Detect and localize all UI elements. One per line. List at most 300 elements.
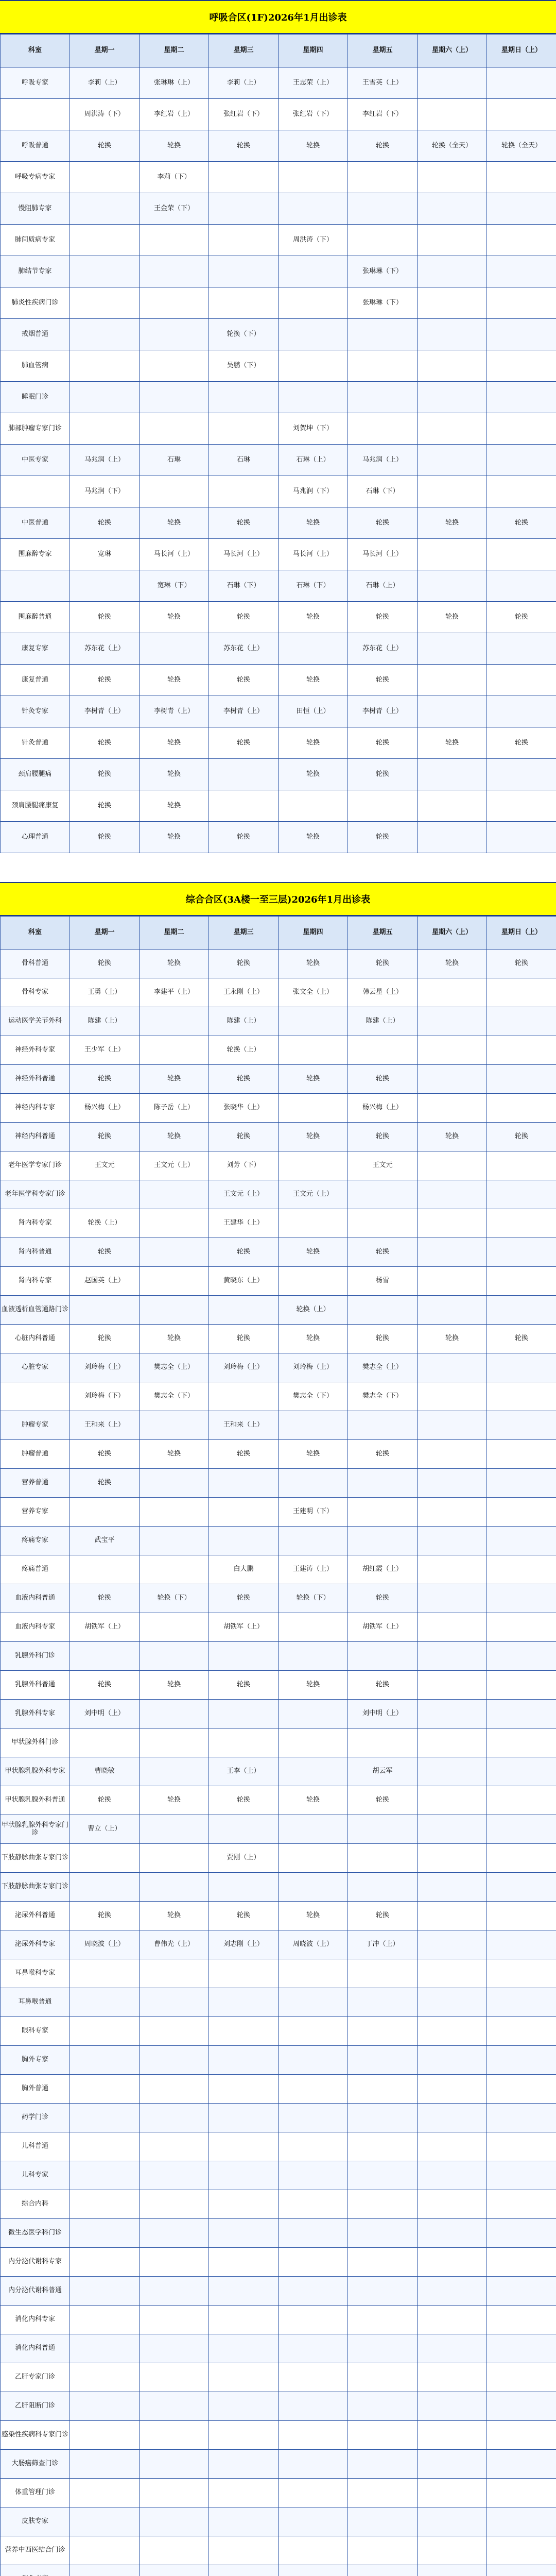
schedule-cell	[279, 1527, 348, 1555]
schedule-cell	[418, 319, 487, 350]
schedule-cell: 王金荣（下）	[140, 193, 209, 225]
schedule-cell	[140, 2536, 209, 2565]
schedule-cell	[279, 162, 348, 193]
schedule-cell	[487, 1786, 556, 1815]
schedule-cell	[279, 1094, 348, 1123]
schedule-cell: 轮换	[70, 727, 140, 759]
schedule-cell	[487, 1209, 556, 1238]
department-cell: 乙肝专家门诊	[1, 2363, 70, 2392]
schedule-cell	[279, 2536, 348, 2565]
general-section	[0, 882, 556, 2576]
table-row	[1, 2075, 556, 2104]
schedule-cell	[140, 2334, 209, 2363]
department-cell: 肾内科普通	[1, 1238, 70, 1267]
schedule-cell: 轮换	[418, 1123, 487, 1151]
schedule-cell	[418, 539, 487, 570]
schedule-cell	[487, 2536, 556, 2565]
schedule-cell	[487, 1382, 556, 1411]
schedule-cell: 轮换	[70, 1469, 140, 1498]
schedule-cell: 陈子岳（上）	[140, 1094, 209, 1123]
schedule-cell	[209, 1382, 279, 1411]
schedule-cell: 轮换	[209, 1238, 279, 1267]
schedule-cell	[487, 1296, 556, 1325]
schedule-cell	[487, 1700, 556, 1728]
schedule-cell: 刘玲梅（上）	[279, 1353, 348, 1382]
schedule-cell	[418, 2421, 487, 2450]
department-cell	[1, 99, 70, 130]
schedule-cell	[418, 570, 487, 602]
table-row	[1, 1123, 556, 1151]
schedule-cell	[140, 1209, 209, 1238]
schedule-cell	[418, 790, 487, 822]
table-row	[1, 1844, 556, 1873]
schedule-cell	[70, 225, 140, 256]
schedule-cell: 轮换	[348, 727, 418, 759]
schedule-cell	[418, 2334, 487, 2363]
table-row	[1, 1325, 556, 1353]
schedule-cell	[418, 1988, 487, 2017]
schedule-cell	[348, 2450, 418, 2479]
schedule-cell	[418, 1584, 487, 1613]
table-body	[1, 67, 556, 853]
schedule-cell	[487, 1584, 556, 1613]
department-cell: 大肠癌筛查门诊	[1, 2450, 70, 2479]
schedule-cell	[487, 2161, 556, 2190]
schedule-cell	[209, 2392, 279, 2421]
schedule-cell	[279, 1469, 348, 1498]
schedule-cell: 轮换	[279, 130, 348, 162]
department-cell: 肺结节专家	[1, 256, 70, 287]
schedule-cell	[70, 382, 140, 413]
table-row	[1, 822, 556, 853]
table-row	[1, 445, 556, 476]
department-cell: 呼吸专病专家	[1, 162, 70, 193]
schedule-cell	[348, 2248, 418, 2277]
schedule-cell	[487, 2363, 556, 2392]
table-row	[1, 1671, 556, 1700]
table-row	[1, 2334, 556, 2363]
schedule-cell: 王文元（上）	[140, 1151, 209, 1180]
schedule-cell: 石琳（上）	[279, 445, 348, 476]
schedule-cell	[140, 1296, 209, 1325]
schedule-cell	[70, 1844, 140, 1873]
table-row	[1, 2046, 556, 2075]
table-row	[1, 1498, 556, 1527]
schedule-cell	[418, 1844, 487, 1873]
schedule-cell	[487, 225, 556, 256]
schedule-cell	[348, 2421, 418, 2450]
schedule-cell	[348, 382, 418, 413]
schedule-cell	[418, 822, 487, 853]
schedule-cell	[279, 633, 348, 665]
schedule-cell: 轮换	[70, 759, 140, 790]
department-cell: 微生态医学科门诊	[1, 2219, 70, 2248]
table-body	[1, 950, 556, 2576]
schedule-cell	[487, 1036, 556, 1065]
schedule-cell	[209, 2132, 279, 2161]
schedule-cell: 轮换	[70, 1325, 140, 1353]
schedule-cell: 王少军（上）	[70, 1036, 140, 1065]
header-cell: 科室	[1, 917, 70, 950]
schedule-cell: 轮换	[348, 507, 418, 539]
schedule-cell: 王和来（上）	[209, 1411, 279, 1440]
department-cell: 中医专家	[1, 445, 70, 476]
schedule-cell	[70, 1728, 140, 1757]
schedule-cell	[279, 2450, 348, 2479]
schedule-cell	[70, 2075, 140, 2104]
schedule-cell: 轮换	[209, 1902, 279, 1930]
department-cell: 营养专家	[1, 1498, 70, 1527]
department-cell: 呼吸普通	[1, 130, 70, 162]
schedule-cell	[140, 2421, 209, 2450]
schedule-cell	[209, 2363, 279, 2392]
schedule-cell	[487, 539, 556, 570]
schedule-cell	[487, 319, 556, 350]
schedule-cell	[487, 445, 556, 476]
schedule-cell: 韩云星（上）	[348, 978, 418, 1007]
schedule-cell: 曹立（上）	[70, 1815, 140, 1844]
schedule-cell	[140, 1815, 209, 1844]
schedule-cell	[140, 2479, 209, 2507]
schedule-cell	[140, 1873, 209, 1902]
schedule-cell	[418, 1151, 487, 1180]
schedule-cell	[418, 978, 487, 1007]
schedule-cell	[140, 2046, 209, 2075]
schedule-cell: 胡铁军（上）	[348, 1613, 418, 1642]
schedule-cell	[209, 790, 279, 822]
schedule-cell	[348, 2363, 418, 2392]
schedule-cell	[487, 1728, 556, 1757]
schedule-cell	[348, 1873, 418, 1902]
schedule-cell: 吴鹏（下）	[209, 350, 279, 382]
schedule-cell: 周洪涛（下）	[279, 225, 348, 256]
schedule-cell: 张琳琳（下）	[348, 287, 418, 319]
schedule-cell: 张文全（上）	[279, 978, 348, 1007]
schedule-cell: 轮换	[487, 1325, 556, 1353]
schedule-cell: 轮换	[348, 1902, 418, 1930]
schedule-cell	[140, 1700, 209, 1728]
department-cell: 内分泌代谢科专家	[1, 2248, 70, 2277]
schedule-cell	[487, 1469, 556, 1498]
schedule-cell	[209, 1988, 279, 2017]
schedule-cell	[418, 1642, 487, 1671]
schedule-cell	[209, 1815, 279, 1844]
table-row	[1, 413, 556, 445]
schedule-cell	[279, 2219, 348, 2248]
department-cell: 疼痛专家	[1, 1527, 70, 1555]
schedule-cell	[209, 1959, 279, 1988]
table-row	[1, 1151, 556, 1180]
schedule-cell	[209, 225, 279, 256]
schedule-cell	[140, 1959, 209, 1988]
schedule-cell	[418, 1382, 487, 1411]
schedule-cell: 刘志刚（上）	[209, 1930, 279, 1959]
schedule-cell	[209, 2104, 279, 2132]
schedule-cell: 石琳（下）	[279, 570, 348, 602]
schedule-cell	[140, 2248, 209, 2277]
schedule-cell: 贾刚（上）	[209, 1844, 279, 1873]
schedule-cell	[487, 1642, 556, 1671]
schedule-cell	[209, 1700, 279, 1728]
schedule-cell	[487, 2132, 556, 2161]
schedule-cell: 轮换	[348, 822, 418, 853]
schedule-cell	[418, 1786, 487, 1815]
schedule-cell	[487, 665, 556, 696]
schedule-cell: 轮换	[209, 822, 279, 853]
schedule-cell	[140, 2507, 209, 2536]
schedule-cell	[70, 413, 140, 445]
schedule-cell: 轮换	[279, 602, 348, 633]
schedule-cell	[70, 1959, 140, 1988]
schedule-cell: 田恒（上）	[279, 696, 348, 727]
table-row	[1, 2190, 556, 2219]
schedule-cell	[279, 1267, 348, 1296]
schedule-cell	[140, 2277, 209, 2306]
schedule-cell	[70, 1642, 140, 1671]
schedule-cell	[487, 2421, 556, 2450]
table-row	[1, 2017, 556, 2046]
schedule-cell	[487, 67, 556, 99]
table-row	[1, 539, 556, 570]
schedule-cell	[209, 162, 279, 193]
department-cell: 下肢静脉曲张专家门诊	[1, 1873, 70, 1902]
table-row	[1, 1440, 556, 1469]
schedule-cell: 王建涛（上）	[279, 1555, 348, 1584]
schedule-cell: 轮换	[70, 507, 140, 539]
header-cell: 星期四	[279, 35, 348, 67]
schedule-cell	[279, 2017, 348, 2046]
schedule-cell	[487, 1930, 556, 1959]
schedule-cell	[487, 2392, 556, 2421]
schedule-cell	[279, 2132, 348, 2161]
schedule-cell	[209, 382, 279, 413]
schedule-cell: 轮换	[70, 1902, 140, 1930]
schedule-cell	[418, 1238, 487, 1267]
department-cell: 消化内科普通	[1, 2334, 70, 2363]
schedule-cell: 轮换	[140, 1123, 209, 1151]
schedule-cell	[487, 2277, 556, 2306]
department-cell	[1, 2565, 70, 2576]
schedule-cell	[279, 2507, 348, 2536]
schedule-cell	[348, 1209, 418, 1238]
schedule-cell	[209, 2507, 279, 2536]
schedule-cell	[140, 1988, 209, 2017]
schedule-cell: 曹晓敏	[70, 1757, 140, 1786]
schedule-cell: 轮换	[209, 1065, 279, 1094]
table-row	[1, 1930, 556, 1959]
schedule-cell: 轮换	[348, 1238, 418, 1267]
schedule-cell	[279, 193, 348, 225]
table-row	[1, 978, 556, 1007]
schedule-cell	[348, 193, 418, 225]
schedule-cell: 王李（上）	[209, 1757, 279, 1786]
schedule-cell: 轮换	[70, 790, 140, 822]
schedule-cell: 轮换（下）	[140, 1584, 209, 1613]
header-cell: 星期二	[140, 35, 209, 67]
schedule-cell	[70, 2334, 140, 2363]
department-cell: 乳腺外科普通	[1, 1671, 70, 1700]
schedule-cell: 胡铁军（上）	[209, 1613, 279, 1642]
schedule-cell: 轮换	[487, 1123, 556, 1151]
schedule-cell	[348, 790, 418, 822]
schedule-cell	[418, 2507, 487, 2536]
schedule-cell: 周洪涛（下）	[70, 99, 140, 130]
schedule-cell: 胡云军	[348, 1757, 418, 1786]
schedule-cell: 轮换	[279, 1671, 348, 1700]
schedule-cell: 轮换	[209, 1584, 279, 1613]
schedule-cell: 轮换	[348, 1065, 418, 1094]
department-cell	[1, 1382, 70, 1411]
schedule-cell: 王志荣（上）	[279, 67, 348, 99]
department-cell: 眼科专家	[1, 2017, 70, 2046]
schedule-cell	[279, 2104, 348, 2132]
schedule-cell	[209, 1642, 279, 1671]
schedule-cell	[140, 476, 209, 507]
schedule-cell	[418, 1527, 487, 1555]
schedule-cell	[487, 1844, 556, 1873]
department-cell: 针灸专家	[1, 696, 70, 727]
schedule-cell	[418, 1555, 487, 1584]
schedule-cell: 轮换（下）	[279, 1584, 348, 1613]
schedule-cell	[487, 822, 556, 853]
schedule-cell	[487, 978, 556, 1007]
schedule-cell	[487, 1353, 556, 1382]
schedule-cell	[348, 2046, 418, 2075]
schedule-cell: 胡红霞（上）	[348, 1555, 418, 1584]
schedule-cell	[348, 1844, 418, 1873]
table-row	[1, 1613, 556, 1642]
schedule-cell: 陈建（上）	[348, 1007, 418, 1036]
table-row	[1, 1065, 556, 1094]
table-row	[1, 1584, 556, 1613]
schedule-cell	[209, 2277, 279, 2306]
schedule-cell	[487, 2450, 556, 2479]
table-row	[1, 350, 556, 382]
table-row	[1, 1094, 556, 1123]
schedule-cell	[418, 476, 487, 507]
header-cell: 星期一	[70, 917, 140, 950]
table-row	[1, 2392, 556, 2421]
schedule-cell	[209, 2075, 279, 2104]
schedule-cell	[70, 1988, 140, 2017]
schedule-cell	[418, 633, 487, 665]
schedule-cell	[140, 2075, 209, 2104]
schedule-cell: 胡铁军（上）	[70, 1613, 140, 1642]
department-cell: 儿科专家	[1, 2161, 70, 2190]
schedule-cell	[140, 1007, 209, 1036]
table-row	[1, 2248, 556, 2277]
schedule-cell	[209, 413, 279, 445]
schedule-cell	[348, 2479, 418, 2507]
table-row	[1, 2306, 556, 2334]
table-row	[1, 319, 556, 350]
schedule-cell: 轮换	[279, 727, 348, 759]
schedule-cell	[418, 1959, 487, 1988]
schedule-cell	[348, 1180, 418, 1209]
department-cell: 骨科普通	[1, 950, 70, 978]
schedule-cell	[209, 2017, 279, 2046]
schedule-cell: 轮换	[418, 950, 487, 978]
schedule-cell: 王雪英（上）	[348, 67, 418, 99]
table-row	[1, 2507, 556, 2536]
schedule-cell	[487, 1267, 556, 1296]
schedule-cell: 轮换	[209, 665, 279, 696]
schedule-cell: 轮换	[348, 1786, 418, 1815]
schedule-cell	[209, 1728, 279, 1757]
schedule-cell	[70, 2248, 140, 2277]
schedule-cell	[418, 1671, 487, 1700]
schedule-cell	[279, 1036, 348, 1065]
schedule-cell	[487, 256, 556, 287]
schedule-cell: 轮换	[140, 1325, 209, 1353]
schedule-cell	[418, 1036, 487, 1065]
department-cell: 甲状腺乳腺外科专家	[1, 1757, 70, 1786]
schedule-cell	[209, 1873, 279, 1902]
department-cell: 肺部肿瘤专家门诊	[1, 413, 70, 445]
schedule-cell: 石琳	[140, 445, 209, 476]
schedule-cell: 轮换	[140, 1786, 209, 1815]
schedule-cell	[140, 1411, 209, 1440]
schedule-cell	[140, 2306, 209, 2334]
schedule-cell	[348, 2190, 418, 2219]
schedule-cell	[279, 1873, 348, 1902]
schedule-cell: 周晓波（上）	[70, 1930, 140, 1959]
table-row	[1, 2363, 556, 2392]
schedule-cell	[487, 2479, 556, 2507]
schedule-cell	[279, 2392, 348, 2421]
schedule-cell: 轮换	[487, 602, 556, 633]
schedule-cell	[279, 287, 348, 319]
schedule-cell: 轮换	[487, 507, 556, 539]
schedule-cell	[279, 2248, 348, 2277]
schedule-cell	[487, 162, 556, 193]
schedule-cell	[140, 225, 209, 256]
schedule-cell	[140, 1613, 209, 1642]
schedule-cell	[418, 696, 487, 727]
schedule-cell	[348, 225, 418, 256]
header-cell: 星期六（上）	[418, 35, 487, 67]
department-cell: 康复专家	[1, 633, 70, 665]
schedule-cell	[418, 2017, 487, 2046]
department-cell: 中医普通	[1, 507, 70, 539]
schedule-cell: 马兆润（下）	[70, 476, 140, 507]
schedule-cell	[70, 319, 140, 350]
schedule-cell	[279, 1151, 348, 1180]
schedule-cell	[348, 162, 418, 193]
schedule-cell: 马长河（上）	[140, 539, 209, 570]
department-cell: 肺血管病	[1, 350, 70, 382]
schedule-cell	[279, 2363, 348, 2392]
schedule-cell: 石琳（下）	[348, 476, 418, 507]
department-cell: 老年医学科专家门诊	[1, 1180, 70, 1209]
schedule-cell	[348, 2104, 418, 2132]
schedule-cell: 王建华（上）	[209, 1209, 279, 1238]
schedule-cell	[487, 382, 556, 413]
table-row	[1, 2161, 556, 2190]
table-row	[1, 507, 556, 539]
schedule-cell	[209, 2479, 279, 2507]
schedule-cell	[140, 1238, 209, 1267]
department-cell: 心脏专家	[1, 1353, 70, 1382]
schedule-cell	[140, 2219, 209, 2248]
schedule-cell: 樊志全（下）	[279, 1382, 348, 1411]
schedule-cell	[418, 1296, 487, 1325]
schedule-cell	[418, 2219, 487, 2248]
department-cell: 血液内科普通	[1, 1584, 70, 1613]
schedule-cell: 樊志全（上）	[348, 1353, 418, 1382]
table-row	[1, 2536, 556, 2565]
department-cell: 神经内科专家	[1, 1094, 70, 1123]
